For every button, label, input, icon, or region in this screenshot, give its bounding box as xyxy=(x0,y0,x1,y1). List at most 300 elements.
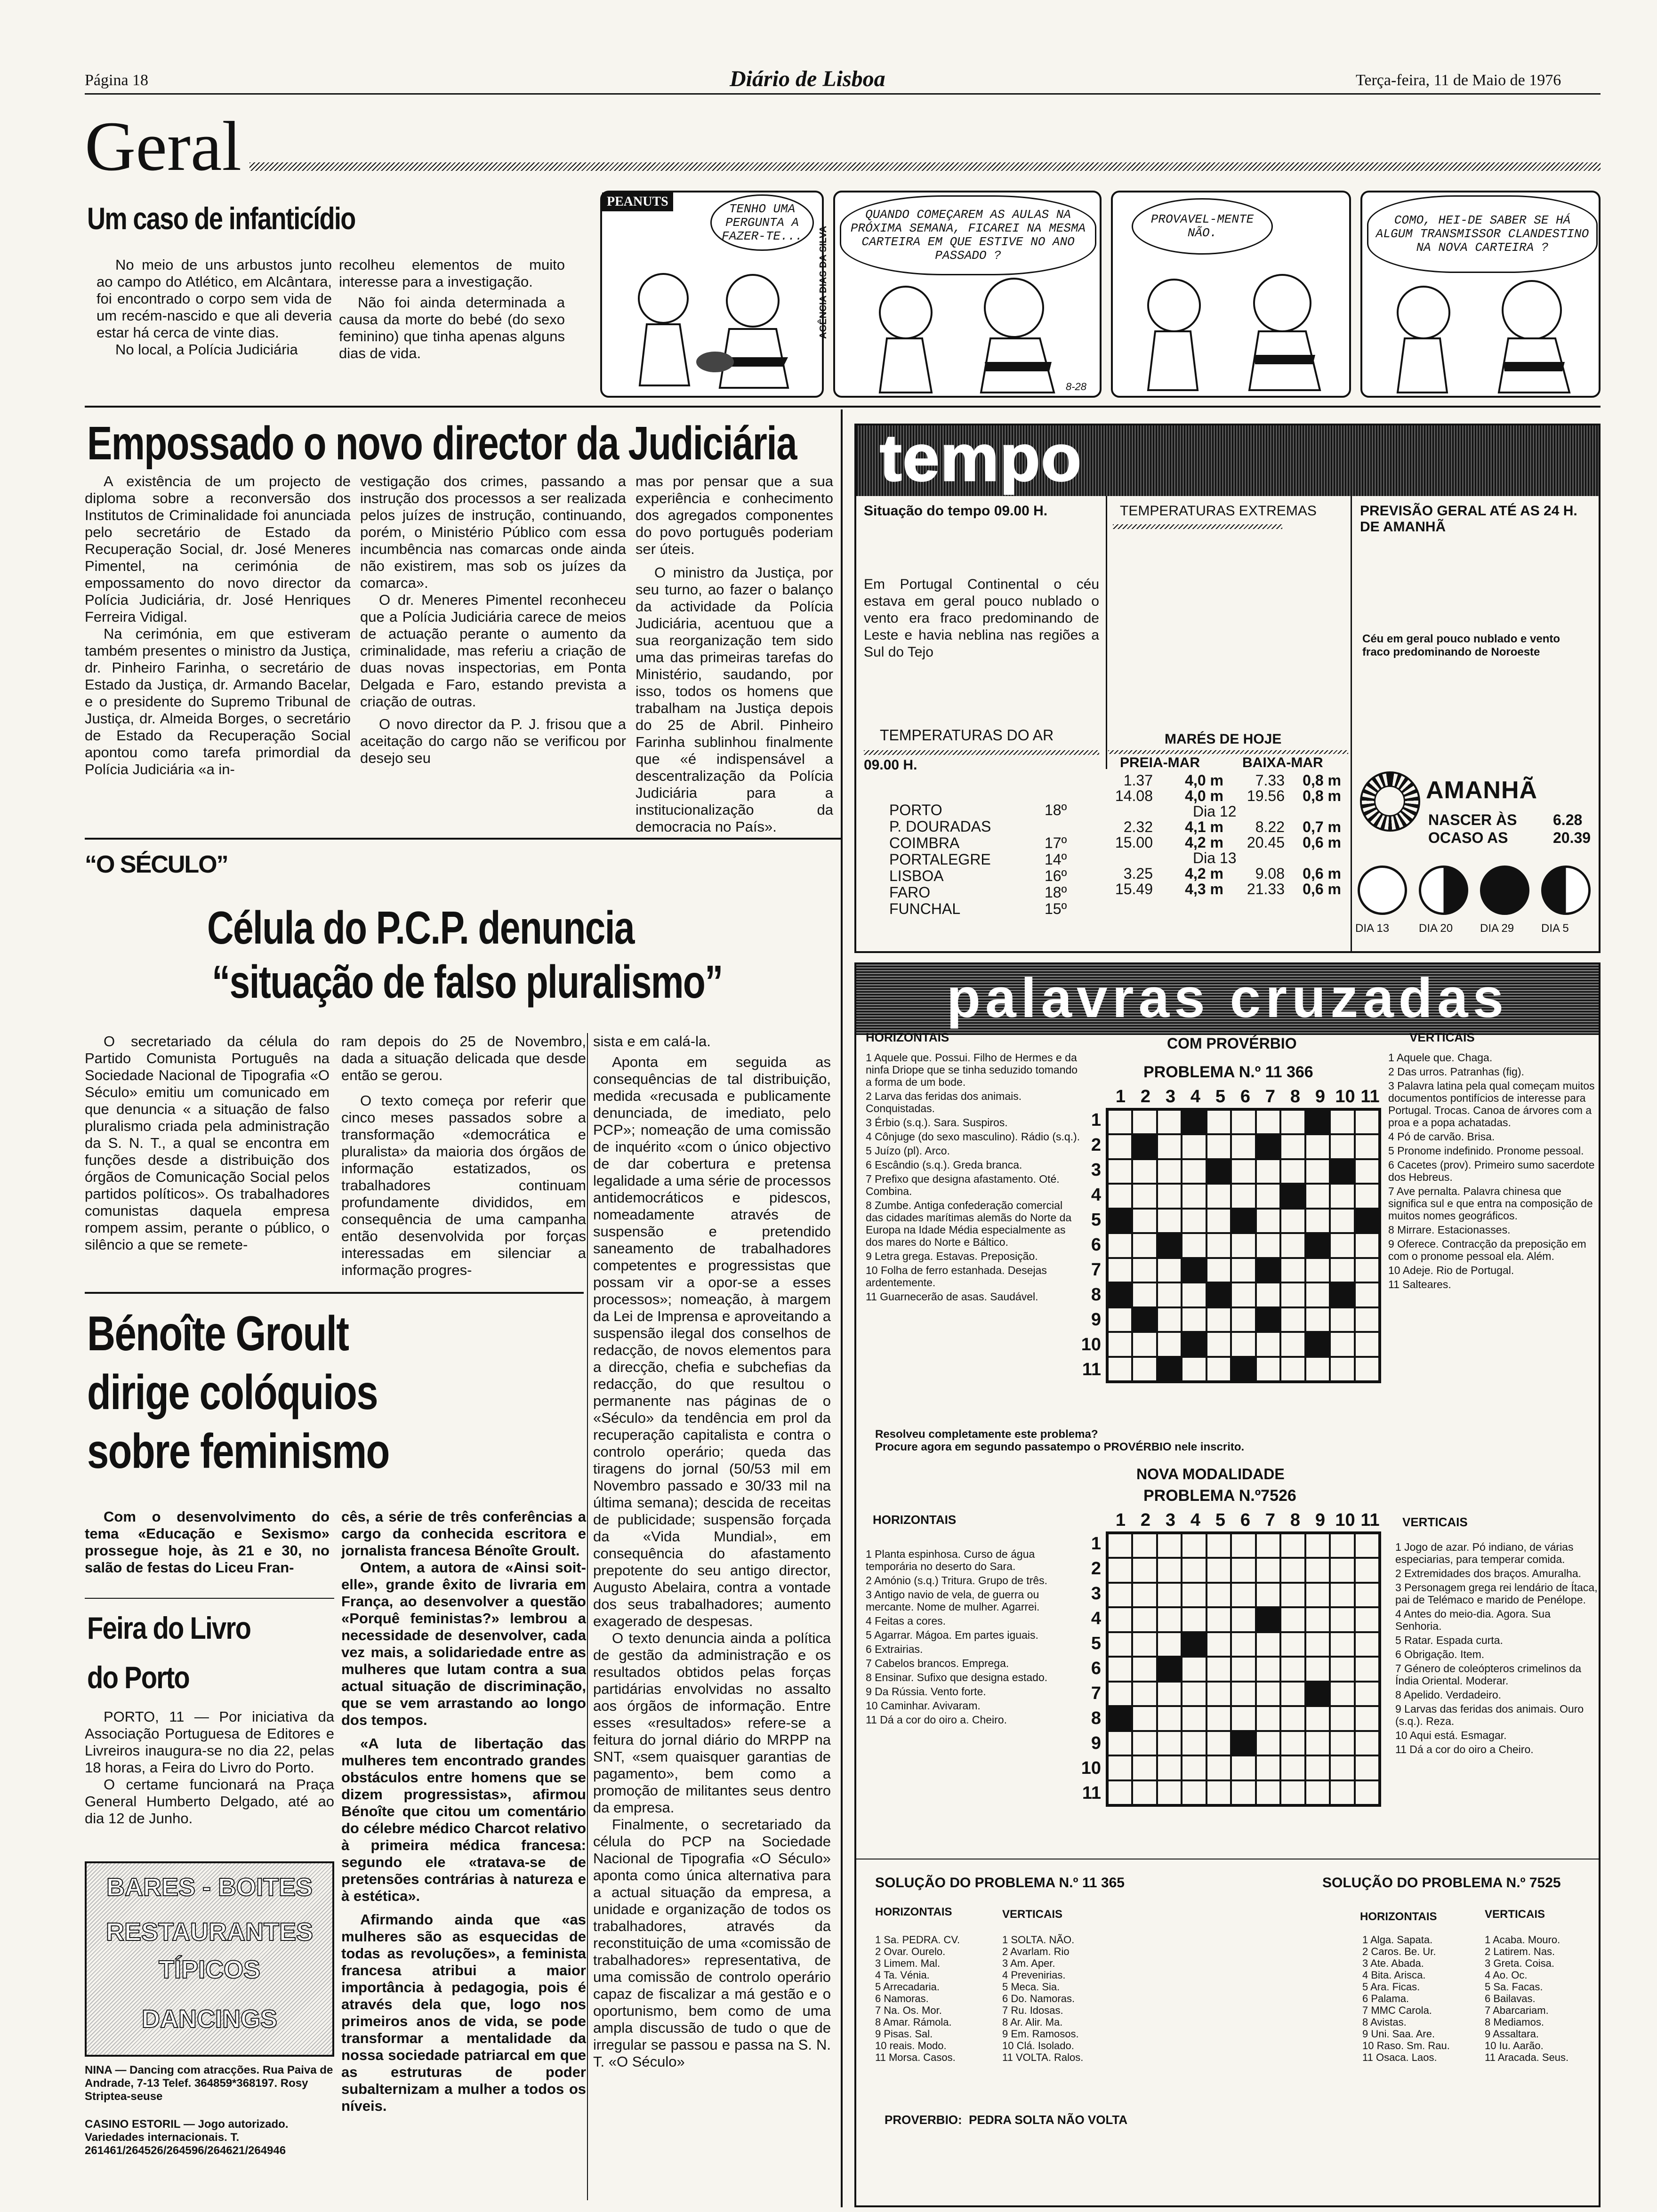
grid-cell[interactable] xyxy=(1355,1682,1379,1706)
grid-cell[interactable] xyxy=(1108,1558,1132,1582)
solution-item: 6 Palama. xyxy=(1362,1993,1409,2004)
grid-cell[interactable] xyxy=(1305,1209,1330,1233)
grid-cell[interactable] xyxy=(1256,1357,1280,1381)
seculo-col3 xyxy=(593,1033,831,2070)
grid-cell[interactable] xyxy=(1330,1731,1354,1755)
seculo-col1 xyxy=(85,1033,330,1253)
grid-cell[interactable] xyxy=(1182,1558,1206,1582)
grid-cell[interactable] xyxy=(1330,1558,1354,1582)
grid-cell[interactable] xyxy=(1305,1583,1330,1607)
black-cell xyxy=(1330,1282,1354,1307)
clue-item: 10 Caminhar. Avivaram. xyxy=(866,1699,981,1712)
grid-cell[interactable] xyxy=(1330,1533,1354,1558)
grid-cell[interactable] xyxy=(1231,1755,1255,1780)
grid-cell[interactable] xyxy=(1280,1233,1305,1258)
grid-cell[interactable] xyxy=(1108,1332,1132,1356)
grid-cell[interactable] xyxy=(1132,1357,1157,1381)
city-temp: 16º xyxy=(1045,867,1067,884)
grid-cell[interactable] xyxy=(1132,1332,1157,1356)
grid-cell[interactable] xyxy=(1305,1159,1330,1184)
solution-item: 5 Meca. Sia. xyxy=(1002,1981,1060,1993)
grid-cell[interactable] xyxy=(1256,1682,1280,1706)
grid-cell[interactable] xyxy=(1355,1332,1379,1356)
grid-cell[interactable] xyxy=(1132,1184,1157,1208)
grid-cell[interactable] xyxy=(1330,1682,1354,1706)
black-cell xyxy=(1305,1332,1330,1356)
grid-cell[interactable] xyxy=(1355,1755,1379,1780)
grid-cell[interactable] xyxy=(1182,1184,1206,1208)
clue-item: 9 Larvas das feridas dos animais. Ouro (s.q.). Reza. xyxy=(1395,1703,1584,1727)
grid-cell[interactable] xyxy=(1231,1780,1255,1805)
grid-cell[interactable] xyxy=(1330,1357,1354,1381)
moon-full-icon xyxy=(1358,866,1407,915)
grid-cell[interactable] xyxy=(1132,1209,1157,1233)
grid-cell[interactable] xyxy=(1207,1332,1231,1356)
grid-cell[interactable] xyxy=(1182,1533,1206,1558)
city-name: FARO xyxy=(889,884,931,901)
clue-item: 3 Personagem grega rei lendário de Ítaca, pai de Telémaco e marido de Penélope. xyxy=(1395,1581,1598,1606)
tide-value: 14.08 xyxy=(1115,787,1153,804)
grid-cell[interactable] xyxy=(1207,1755,1231,1780)
clue-item: 1 Jogo de azar. Pó indiano, de várias especiarias, para temperar comida. xyxy=(1395,1541,1574,1565)
tide-day: Dia 13 xyxy=(1193,850,1237,866)
preia-mar-label: PREIA-MAR xyxy=(1120,755,1200,770)
grid-cell[interactable] xyxy=(1157,1682,1182,1706)
grid-cell[interactable] xyxy=(1305,1357,1330,1381)
grid-cell[interactable] xyxy=(1157,1307,1182,1332)
grid-cell[interactable] xyxy=(1182,1607,1206,1632)
grid-cell[interactable] xyxy=(1231,1607,1255,1632)
grid-cell[interactable] xyxy=(1132,1159,1157,1184)
grid-cell[interactable] xyxy=(1207,1110,1231,1134)
moon-day-1: DIA 13 xyxy=(1355,922,1390,935)
grid-cell[interactable] xyxy=(1157,1184,1182,1208)
grid-cell[interactable] xyxy=(1108,1110,1132,1134)
grid-cell[interactable] xyxy=(1207,1233,1231,1258)
solution-item: 8 Mediamos. xyxy=(1485,2016,1544,2028)
grid-cell[interactable] xyxy=(1207,1682,1231,1706)
grid-cell[interactable] xyxy=(1207,1533,1231,1558)
grid-cell[interactable] xyxy=(1132,1780,1157,1805)
grid-cell[interactable] xyxy=(1132,1731,1157,1755)
grid-cell[interactable] xyxy=(1108,1780,1132,1805)
p1-title: PROBLEMA N.º 11 366 xyxy=(1143,1063,1313,1081)
seculo-title-1: Célula do P.C.P. denuncia xyxy=(207,902,634,954)
grid-cell[interactable] xyxy=(1231,1307,1255,1332)
grid-cell[interactable] xyxy=(1132,1682,1157,1706)
grid-cell[interactable] xyxy=(1256,1233,1280,1258)
grid-cell[interactable] xyxy=(1330,1134,1354,1159)
paragraph: O secretariado da célula do Partido Comunista Português na Sociedade Nacional de Tipografia «O Século» emitiu um comunicado em que denuncia « a situação de falso pluralismo criada pela administração da S. N. T., a qual se encontra em funções desde a distribuição dos órgãos de Comunicação Social pelos partidos políticos». Os trabalhadores comunistas daquela empresa rompem assim, perante o público, o silêncio a que se remete- xyxy=(85,1033,330,1253)
grid-cell[interactable] xyxy=(1355,1632,1379,1657)
ar-city-list xyxy=(889,802,1106,917)
grid-cell[interactable] xyxy=(1207,1209,1231,1233)
grid-cell[interactable] xyxy=(1330,1233,1354,1258)
grid-cell[interactable] xyxy=(1355,1780,1379,1805)
grid-cell[interactable] xyxy=(1207,1134,1231,1159)
grid-cell[interactable] xyxy=(1108,1357,1132,1381)
p1-crossword-grid[interactable] xyxy=(1106,1108,1381,1383)
grid-cell[interactable] xyxy=(1231,1682,1255,1706)
grid-cell[interactable] xyxy=(1108,1258,1132,1282)
grid-cell[interactable] xyxy=(1207,1657,1231,1681)
tide-row xyxy=(1110,804,1346,819)
p2-verticais-list xyxy=(1395,1541,1598,1757)
grid-cell[interactable] xyxy=(1108,1233,1132,1258)
grid-cell[interactable] xyxy=(1157,1706,1182,1731)
clue-item: 8 Ensinar. Sufixo que designa estado. xyxy=(866,1671,1048,1683)
tide-value: 3.25 xyxy=(1123,865,1153,882)
grid-cell[interactable] xyxy=(1207,1607,1231,1632)
grid-cell[interactable] xyxy=(1305,1607,1330,1632)
row-number: 6 xyxy=(1091,1659,1101,1678)
grid-cell[interactable] xyxy=(1182,1282,1206,1307)
grid-cell[interactable] xyxy=(1108,1533,1132,1558)
paragraph: O texto denuncia ainda a política de gestão da administração e os resultados obtidos pelas forças partidárias envolvidas no assalto aos órgãos de informação. Entre esses «resultados» refere-se a feitura do jornal diário do MRPP na SNT, «sem quaisquer garantias de pagamento», bem como a promoção de militantes seus dentro da empresa. xyxy=(593,1630,831,1816)
grid-cell[interactable] xyxy=(1330,1332,1354,1356)
grid-cell[interactable] xyxy=(1280,1332,1305,1356)
tide-value: 7.33 xyxy=(1255,772,1285,789)
grid-cell[interactable] xyxy=(1231,1159,1255,1184)
solucao-2-ver-heading: VERTICAIS xyxy=(1485,1908,1545,1921)
city-row xyxy=(889,868,1106,884)
grid-cell[interactable] xyxy=(1132,1583,1157,1607)
grid-cell[interactable] xyxy=(1231,1332,1255,1356)
grid-cell[interactable] xyxy=(1256,1632,1280,1657)
grid-cell[interactable] xyxy=(1182,1233,1206,1258)
solution-item: 8 Amar. Rámola. xyxy=(875,2016,952,2028)
divider xyxy=(1106,496,1107,769)
grid-cell[interactable] xyxy=(1157,1558,1182,1582)
grid-cell[interactable] xyxy=(1330,1184,1354,1208)
paragraph: Na cerimónia, em que estiveram também presentes o ministro da Justiça, dr. Pinheiro Farinha, o secretário de Estado da Justiça, dr. Armando Bacelar, e o presidente do Supremo Tribunal de Justiça, dr. Almeida Borges, o secretário de Estado da Recuperação Social apontou como tarefa primordial da Polícia Judiciária «a in- xyxy=(85,625,351,777)
seculo-col2 xyxy=(341,1033,586,1279)
grid-cell[interactable] xyxy=(1280,1607,1305,1632)
feira-title-2: do Porto xyxy=(87,1660,190,1695)
grid-cell[interactable] xyxy=(1157,1332,1182,1356)
grid-cell[interactable] xyxy=(1108,1159,1132,1184)
grid-cell[interactable] xyxy=(1231,1632,1255,1657)
grid-cell[interactable] xyxy=(1355,1110,1379,1134)
grid-cell[interactable] xyxy=(1108,1657,1132,1681)
grid-cell[interactable] xyxy=(1280,1110,1305,1134)
black-cell xyxy=(1231,1357,1255,1381)
grid-cell[interactable] xyxy=(1182,1134,1206,1159)
clue-item: 9 Da Rússia. Vento forte. xyxy=(866,1685,986,1698)
p1-verticais-heading: VERTICAIS xyxy=(1409,1030,1475,1044)
grid-cell[interactable] xyxy=(1280,1632,1305,1657)
grid-cell[interactable] xyxy=(1157,1755,1182,1780)
divider xyxy=(587,1033,588,2200)
grid-cell[interactable] xyxy=(1108,1184,1132,1208)
grid-cell[interactable] xyxy=(1280,1357,1305,1381)
grid-cell[interactable] xyxy=(1231,1583,1255,1607)
grid-cell[interactable] xyxy=(1108,1755,1132,1780)
grid-cell[interactable] xyxy=(1355,1607,1379,1632)
grid-cell[interactable] xyxy=(1256,1110,1280,1134)
p1-column-numbers xyxy=(1108,1087,1383,1107)
grid-cell[interactable] xyxy=(1157,1607,1182,1632)
grid-cell[interactable] xyxy=(1305,1282,1330,1307)
grid-cell[interactable] xyxy=(1355,1731,1379,1755)
grid-cell[interactable] xyxy=(1231,1258,1255,1282)
grid-cell[interactable] xyxy=(1330,1583,1354,1607)
grid-cell[interactable] xyxy=(1207,1558,1231,1582)
grid-cell[interactable] xyxy=(1231,1558,1255,1582)
grid-cell[interactable] xyxy=(1157,1583,1182,1607)
grid-cell[interactable] xyxy=(1330,1110,1354,1134)
grid-cell[interactable] xyxy=(1108,1682,1132,1706)
grid-cell[interactable] xyxy=(1182,1307,1206,1332)
grid-cell[interactable] xyxy=(1231,1657,1255,1681)
grid-cell[interactable] xyxy=(1182,1657,1206,1681)
grid-cell[interactable] xyxy=(1231,1233,1255,1258)
grid-cell[interactable] xyxy=(1355,1533,1379,1558)
grid-cell[interactable] xyxy=(1256,1780,1280,1805)
grid-cell[interactable] xyxy=(1207,1258,1231,1282)
clue-item: 11 Guarnecerão de asas. Saudável. xyxy=(866,1290,1038,1303)
divider xyxy=(85,1292,584,1294)
grid-cell[interactable] xyxy=(1305,1558,1330,1582)
column-number: 11 xyxy=(1360,1087,1380,1106)
grid-cell[interactable] xyxy=(1280,1657,1305,1681)
grid-cell[interactable] xyxy=(1207,1706,1231,1731)
grid-cell[interactable] xyxy=(1207,1731,1231,1755)
grid-cell[interactable] xyxy=(1305,1780,1330,1805)
solution-item: 11 Osaca. Laos. xyxy=(1362,2052,1437,2063)
black-cell xyxy=(1207,1159,1231,1184)
grid-cell[interactable] xyxy=(1305,1731,1330,1755)
p2-crossword-grid[interactable] xyxy=(1106,1531,1381,1807)
grid-cell[interactable] xyxy=(1305,1134,1330,1159)
grid-cell[interactable] xyxy=(1132,1607,1157,1632)
grid-cell[interactable] xyxy=(1355,1134,1379,1159)
grid-cell[interactable] xyxy=(1231,1706,1255,1731)
grid-cell[interactable] xyxy=(1182,1731,1206,1755)
grid-cell[interactable] xyxy=(1132,1706,1157,1731)
grid-cell[interactable] xyxy=(1207,1184,1231,1208)
crossword-title: palavras cruzadas xyxy=(946,967,1509,1029)
grid-cell[interactable] xyxy=(1305,1755,1330,1780)
resolveu-line-2: Procure agora em segundo passatempo o PROVÉRBIO nele inscrito. xyxy=(875,1441,1245,1453)
grid-cell[interactable] xyxy=(1157,1134,1182,1159)
grid-cell[interactable] xyxy=(1256,1731,1280,1755)
grid-cell[interactable] xyxy=(1280,1706,1305,1731)
grid-cell[interactable] xyxy=(1132,1755,1157,1780)
grid-cell[interactable] xyxy=(1231,1533,1255,1558)
grid-cell[interactable] xyxy=(1132,1533,1157,1558)
grid-cell[interactable] xyxy=(1207,1357,1231,1381)
tipicos-label: TÍPICOS xyxy=(158,1956,261,1984)
clue-item: 5 Pronome indefinido. Pronome pessoal. xyxy=(1388,1145,1584,1157)
grid-cell[interactable] xyxy=(1157,1110,1182,1134)
grid-cell[interactable] xyxy=(1355,1706,1379,1731)
paragraph: ram depois do 25 de Novembro, dada a situação delicada que desde então se gerou. xyxy=(341,1033,586,1083)
grid-cell[interactable] xyxy=(1182,1780,1206,1805)
grid-cell[interactable] xyxy=(1157,1632,1182,1657)
grid-cell[interactable] xyxy=(1355,1233,1379,1258)
grid-cell[interactable] xyxy=(1330,1632,1354,1657)
grid-cell[interactable] xyxy=(1280,1209,1305,1233)
grid-cell[interactable] xyxy=(1256,1755,1280,1780)
grid-cell[interactable] xyxy=(1280,1780,1305,1805)
grid-cell[interactable] xyxy=(1330,1755,1354,1780)
grid-cell[interactable] xyxy=(1182,1357,1206,1381)
solution-item: 6 Namoras. xyxy=(875,1993,929,2004)
grid-cell[interactable] xyxy=(1330,1258,1354,1282)
grid-cell[interactable] xyxy=(1157,1533,1182,1558)
column-number: 7 xyxy=(1265,1087,1276,1106)
grid-cell[interactable] xyxy=(1256,1184,1280,1208)
solucao-1-title: SOLUÇÃO DO PROBLEMA N.º 11 365 xyxy=(875,1875,1125,1891)
grid-cell[interactable] xyxy=(1330,1657,1354,1681)
grid-cell[interactable] xyxy=(1157,1159,1182,1184)
grid-cell[interactable] xyxy=(1256,1282,1280,1307)
resolveu-line-1: Resolveu completamente este problema? xyxy=(875,1428,1098,1441)
solution-item: 11 VOLTA. Ralos. xyxy=(1002,2052,1084,2063)
grid-cell[interactable] xyxy=(1182,1583,1206,1607)
grid-cell[interactable] xyxy=(1256,1159,1280,1184)
grid-cell[interactable] xyxy=(1305,1533,1330,1558)
city-row xyxy=(889,818,1106,835)
grid-cell[interactable] xyxy=(1280,1583,1305,1607)
grid-cell[interactable] xyxy=(1108,1632,1132,1657)
grid-cell[interactable] xyxy=(1280,1307,1305,1332)
grid-cell[interactable] xyxy=(1207,1307,1231,1332)
grid-cell[interactable] xyxy=(1182,1682,1206,1706)
grid-cell[interactable] xyxy=(1157,1258,1182,1282)
grid-cell[interactable] xyxy=(1182,1706,1206,1731)
column-number: 8 xyxy=(1290,1087,1301,1106)
grid-cell[interactable] xyxy=(1132,1657,1157,1681)
grid-cell[interactable] xyxy=(1280,1731,1305,1755)
grid-cell[interactable] xyxy=(1280,1755,1305,1780)
grid-cell[interactable] xyxy=(1207,1780,1231,1805)
grid-cell[interactable] xyxy=(1280,1159,1305,1184)
grid-cell[interactable] xyxy=(1108,1307,1132,1332)
clue-item: 2 Extremidades dos braços. Amuralha. xyxy=(1395,1567,1582,1579)
grid-cell[interactable] xyxy=(1305,1184,1330,1208)
grid-cell[interactable] xyxy=(1231,1184,1255,1208)
grid-cell[interactable] xyxy=(1280,1282,1305,1307)
grid-cell[interactable] xyxy=(1330,1706,1354,1731)
grid-cell[interactable] xyxy=(1157,1209,1182,1233)
grid-cell[interactable] xyxy=(1355,1307,1379,1332)
clue-item: 5 Agarrar. Mágoa. Em partes iguais. xyxy=(866,1629,1038,1641)
grid-cell[interactable] xyxy=(1256,1558,1280,1582)
grid-cell[interactable] xyxy=(1256,1583,1280,1607)
grid-cell[interactable] xyxy=(1108,1731,1132,1755)
grid-cell[interactable] xyxy=(1132,1632,1157,1657)
grid-cell[interactable] xyxy=(1355,1558,1379,1582)
solution-item: 3 Limem. Mal. xyxy=(875,1957,941,1969)
grid-cell[interactable] xyxy=(1305,1706,1330,1731)
grid-cell[interactable] xyxy=(1305,1258,1330,1282)
grid-cell[interactable] xyxy=(1280,1258,1305,1282)
solution-item: 1 SOLTA. NÃO. xyxy=(1002,1934,1075,1946)
grid-cell[interactable] xyxy=(1355,1357,1379,1381)
grid-cell[interactable] xyxy=(1108,1134,1132,1159)
grid-cell[interactable] xyxy=(1132,1558,1157,1582)
grid-cell[interactable] xyxy=(1256,1209,1280,1233)
grid-cell[interactable] xyxy=(1132,1258,1157,1282)
solution-item: 11 Aracada. Seus. xyxy=(1485,2052,1569,2063)
grid-cell[interactable] xyxy=(1305,1307,1330,1332)
grid-cell[interactable] xyxy=(1280,1533,1305,1558)
solucao-1-hor-heading: HORIZONTAIS xyxy=(875,1906,952,1918)
grid-cell[interactable] xyxy=(1355,1258,1379,1282)
tide-value: 20.45 xyxy=(1247,834,1285,851)
grid-cell[interactable] xyxy=(1182,1209,1206,1233)
grid-cell[interactable] xyxy=(1231,1110,1255,1134)
grid-cell[interactable] xyxy=(1182,1159,1206,1184)
grid-cell[interactable] xyxy=(1157,1282,1182,1307)
grid-cell[interactable] xyxy=(1231,1282,1255,1307)
grid-cell[interactable] xyxy=(1330,1209,1354,1233)
paragraph: A existência de um projecto de diploma sobre a reconversão dos Institutos de Criminalidade foi anunciada pelo secretário de Estado da Recuperação Social, dr. José Meneres Pimentel, na cerimónia de empossamento do novo director da Polícia Judiciária, dr. José Henriques Ferreira Vidigal. xyxy=(85,473,351,625)
grid-cell[interactable] xyxy=(1157,1780,1182,1805)
grid-cell[interactable] xyxy=(1305,1657,1330,1681)
grid-cell[interactable] xyxy=(1132,1110,1157,1134)
divider xyxy=(85,1598,334,1599)
grid-cell[interactable] xyxy=(1280,1682,1305,1706)
grid-cell[interactable] xyxy=(1256,1706,1280,1731)
grid-cell[interactable] xyxy=(1355,1583,1379,1607)
grid-cell[interactable] xyxy=(1330,1780,1354,1805)
grid-cell[interactable] xyxy=(1256,1332,1280,1356)
tide-value: 0,6 m xyxy=(1303,881,1341,898)
grid-cell[interactable] xyxy=(1305,1632,1330,1657)
moon-day-2: DIA 20 xyxy=(1419,922,1453,935)
clue-item: 5 Juízo (pl). Arco. xyxy=(866,1145,950,1157)
grid-cell[interactable] xyxy=(1355,1159,1379,1184)
clue-item: 8 Mirrare. Estacionasses. xyxy=(1388,1224,1511,1236)
grid-cell[interactable] xyxy=(1355,1657,1379,1681)
p1-kicker: COM PROVÉRBIO xyxy=(1167,1035,1297,1052)
grid-cell[interactable] xyxy=(1355,1282,1379,1307)
grid-cell[interactable] xyxy=(1207,1632,1231,1657)
grid-cell[interactable] xyxy=(1256,1533,1280,1558)
grid-cell[interactable] xyxy=(1231,1134,1255,1159)
solution-item: 4 Bita. Arisca. xyxy=(1362,1969,1426,1981)
grid-cell[interactable] xyxy=(1108,1583,1132,1607)
bares-entry-casino: CASINO ESTORIL — Jogo autorizado. Variedades internacionais. T. 261461/264526/264596/264621/264946 xyxy=(85,2118,289,2157)
grid-cell[interactable] xyxy=(1280,1558,1305,1582)
grid-cell[interactable] xyxy=(1330,1307,1354,1332)
grid-cell[interactable] xyxy=(1132,1233,1157,1258)
grid-cell[interactable] xyxy=(1280,1134,1305,1159)
grid-cell[interactable] xyxy=(1132,1282,1157,1307)
row-number: 7 xyxy=(1091,1260,1101,1280)
solucao-1-horizontais xyxy=(875,1934,997,2063)
situacao-text: Em Portugal Continental o céu estava em geral pouco nublado o vento era fraco predominando de Leste e havia neblina nas regiões a Sul do Tejo xyxy=(864,577,1099,660)
speech-bubble: PROVAVEL-MENTE NÃO. xyxy=(1132,198,1273,255)
grid-cell[interactable] xyxy=(1256,1657,1280,1681)
solution-item: 5 Sa. Facas. xyxy=(1485,1981,1543,1993)
tide-row xyxy=(1110,788,1346,804)
grid-cell[interactable] xyxy=(1108,1607,1132,1632)
grid-cell[interactable] xyxy=(1207,1583,1231,1607)
solution-item: 2 Ovar. Ourelo. xyxy=(875,1946,946,1957)
p2-column-numbers xyxy=(1108,1510,1383,1531)
solution-item: 6 Do. Namoras. xyxy=(1002,1993,1075,2004)
grid-cell[interactable] xyxy=(1182,1755,1206,1780)
grid-cell[interactable] xyxy=(1355,1184,1379,1208)
paragraph: No local, a Polícia Judiciária xyxy=(115,341,298,358)
previsao-heading: PREVISÃO GERAL ATÉ AS 24 H. DE AMANHÃ xyxy=(1360,503,1577,535)
grid-cell[interactable] xyxy=(1157,1731,1182,1755)
grid-cell[interactable] xyxy=(1330,1607,1354,1632)
